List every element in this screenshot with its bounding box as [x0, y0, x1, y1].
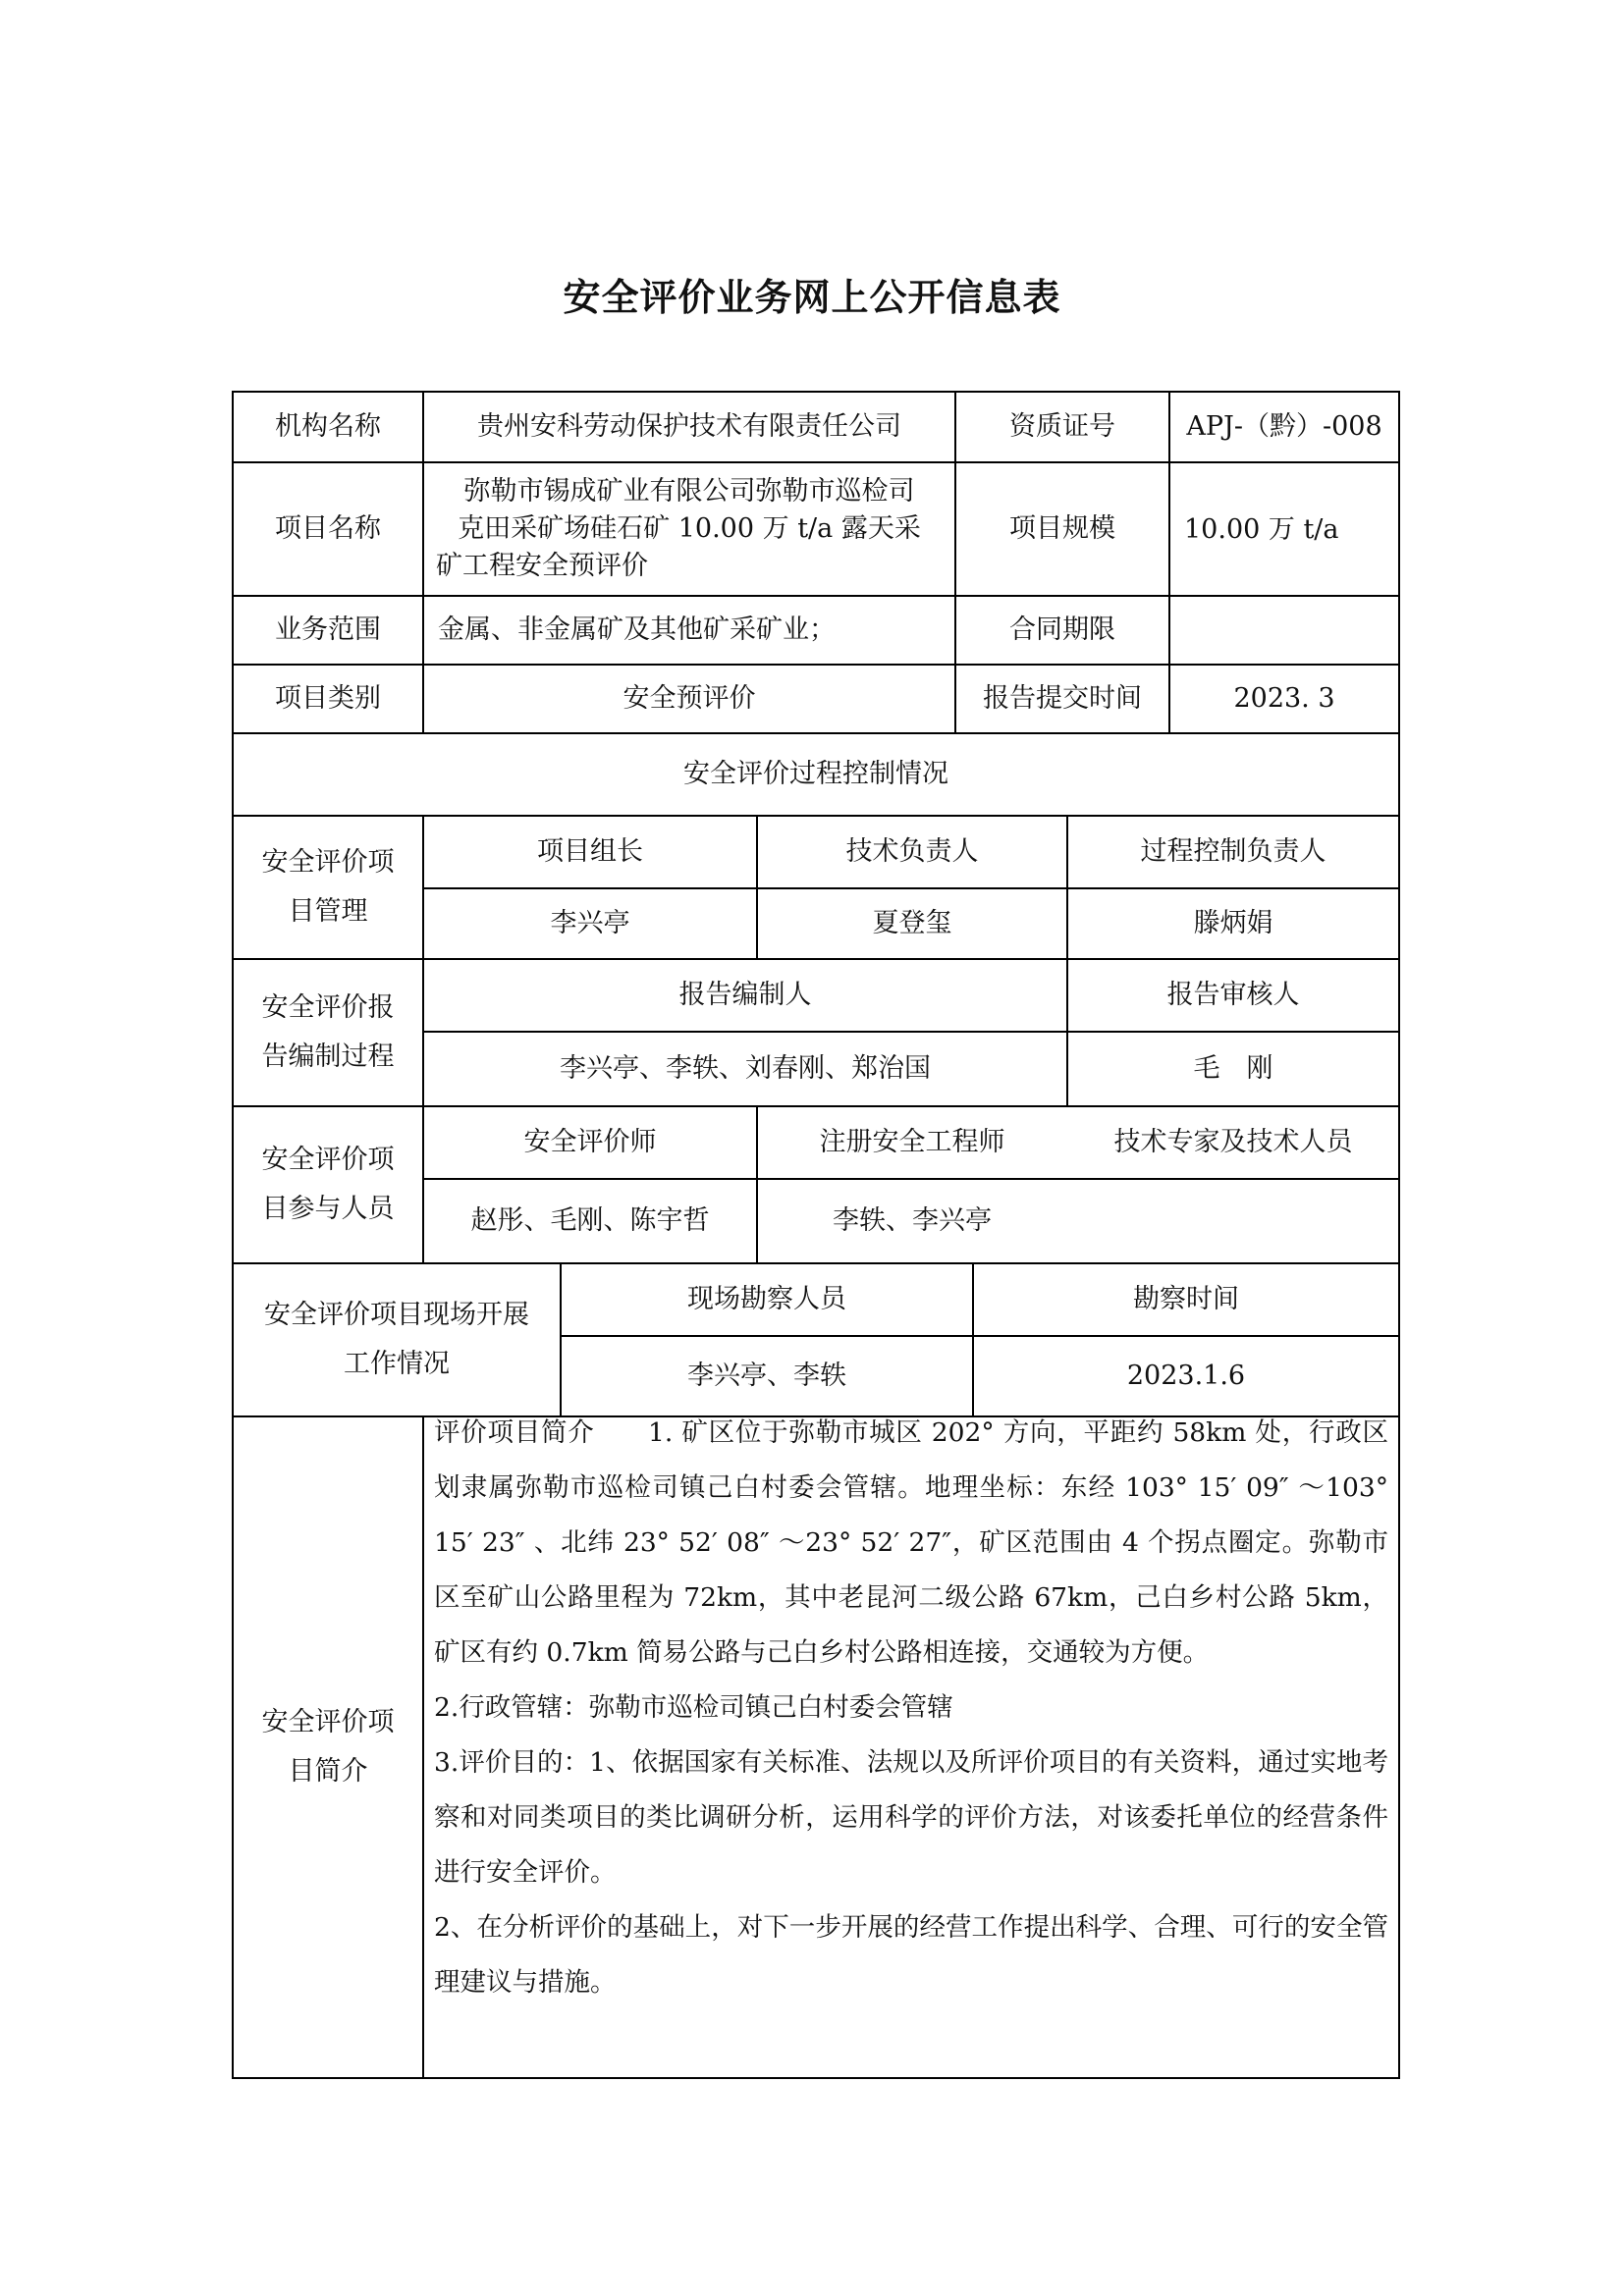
report-header: 报告编制人: [678, 980, 812, 1011]
category-label: 项目类别: [275, 683, 381, 715]
mgmt-label: [234, 817, 422, 958]
summary-label: [234, 1417, 422, 2077]
participants-value: [1068, 1180, 1398, 1262]
site-value: 李兴亭、李轶: [687, 1361, 846, 1392]
site-label-line: 工作情况: [344, 1349, 450, 1379]
summary-paragraph: 评价项目简介 1. 矿区位于弥勒市城区 202° 方向，平距约 58km 处，行政区划隶属弥勒市巡检司镇己白村委会管辖。地理坐标：东经 103° 15′ 09″ ～103° 15′ 23″ 、北纬 23° 52′ 08″ ～23° 52′ 27″，矿区范围由 4 个拐点圈定。弥勒市区至矿山公路里程为 72km，其中老昆河二级公路 67km，己白乡村公路 5km，矿区有约 0.7km 简易公路与己白乡村公路相连接，交通较为方便。: [434, 1417, 1388, 1668]
summary-paragraph: 2.行政管辖：弥勒市巡检司镇己白村委会管辖: [434, 1692, 953, 1723]
project-label: 项目名称: [275, 513, 381, 545]
project-value: [424, 463, 954, 595]
scale-value: 10.00 万 t/a: [1184, 514, 1339, 545]
participants-label: [234, 1107, 422, 1262]
mgmt-value: 滕炳娟: [1193, 908, 1273, 939]
summary-label-line: 目简介: [288, 1756, 368, 1787]
scope-value: 金属、非金属矿及其他矿采矿业；: [438, 614, 836, 646]
report-label-line: 告编制过程: [261, 1041, 395, 1072]
participants-label-line: 安全评价项: [261, 1145, 395, 1175]
site-label: [234, 1264, 560, 1415]
summary-paragraph: 3.评价目的：1、依据国家有关标准、法规以及所评价项目的有关资料，通过实地考察和对同类项目的类比调研分析，运用科学的评价方法，对该委托单位的经营条件进行安全评价。: [434, 1747, 1388, 1888]
participants-header: 技术专家及技术人员: [1113, 1127, 1353, 1158]
submit-label: 报告提交时间: [983, 683, 1142, 715]
participants-header: 注册安全工程师: [819, 1127, 1005, 1158]
category-value: 安全预评价: [623, 683, 756, 715]
report-label-line: 安全评价报: [261, 992, 395, 1023]
summary-paragraph: 2、在分析评价的基础上，对下一步开展的经营工作提出科学、合理、可行的安全管理建议与措施。: [434, 1912, 1388, 1998]
scope-label: 业务范围: [275, 614, 381, 646]
project-value-line: 矿工程安全预评价: [436, 550, 648, 581]
site-header: 现场勘察人员: [687, 1284, 846, 1315]
participants-header: 安全评价师: [523, 1127, 657, 1158]
page-title: 安全评价业务网上公开信息表: [563, 276, 1061, 319]
cert-label: 资质证号: [1009, 411, 1115, 443]
mgmt-header: 技术负责人: [845, 836, 979, 868]
site-value: 2023.1.6: [1126, 1361, 1246, 1392]
report-label: [234, 960, 422, 1105]
participants-value: 李轶、李兴亭: [833, 1205, 992, 1237]
summary-label-line: 安全评价项: [261, 1707, 395, 1737]
mgmt-header: 过程控制负责人: [1140, 836, 1326, 868]
scale-label: 项目规模: [1009, 513, 1115, 545]
site-header: 勘察时间: [1133, 1284, 1239, 1315]
summary-text: [434, 1406, 1388, 2010]
contract-label: 合同期限: [1009, 614, 1115, 646]
process-section-title: 安全评价过程控制情况: [683, 759, 948, 790]
col-divider: [422, 1415, 424, 2079]
participants-label-line: 目参与人员: [261, 1194, 395, 1224]
participants-value: 赵彤、毛刚、陈宇哲: [470, 1205, 710, 1237]
mgmt-value: 夏登玺: [872, 908, 952, 939]
mgmt-header: 项目组长: [537, 836, 643, 868]
project-value-line: 弥勒市锡成矿业有限公司弥勒市巡检司: [463, 476, 915, 507]
site-label-line: 安全评价项目现场开展: [264, 1300, 529, 1330]
mgmt-label-line: 目管理: [288, 896, 368, 927]
org-value: 贵州安科劳动保护技术有限责任公司: [477, 411, 901, 443]
report-value: 李兴亭、李轶、刘春刚、郑治国: [560, 1053, 931, 1085]
report-header: 报告审核人: [1166, 980, 1300, 1011]
contract-value: [1170, 597, 1398, 664]
mgmt-label-line: 安全评价项: [261, 847, 395, 878]
org-label: 机构名称: [275, 411, 381, 443]
cert-value: APJ-（黔）-008: [1186, 411, 1382, 443]
project-value-line: 克田采矿场硅石矿 10.00 万 t/a 露天采: [458, 513, 921, 545]
mgmt-value: 李兴亭: [550, 908, 630, 939]
submit-value: 2023. 3: [1233, 683, 1335, 715]
report-value: 毛 刚: [1193, 1053, 1273, 1085]
